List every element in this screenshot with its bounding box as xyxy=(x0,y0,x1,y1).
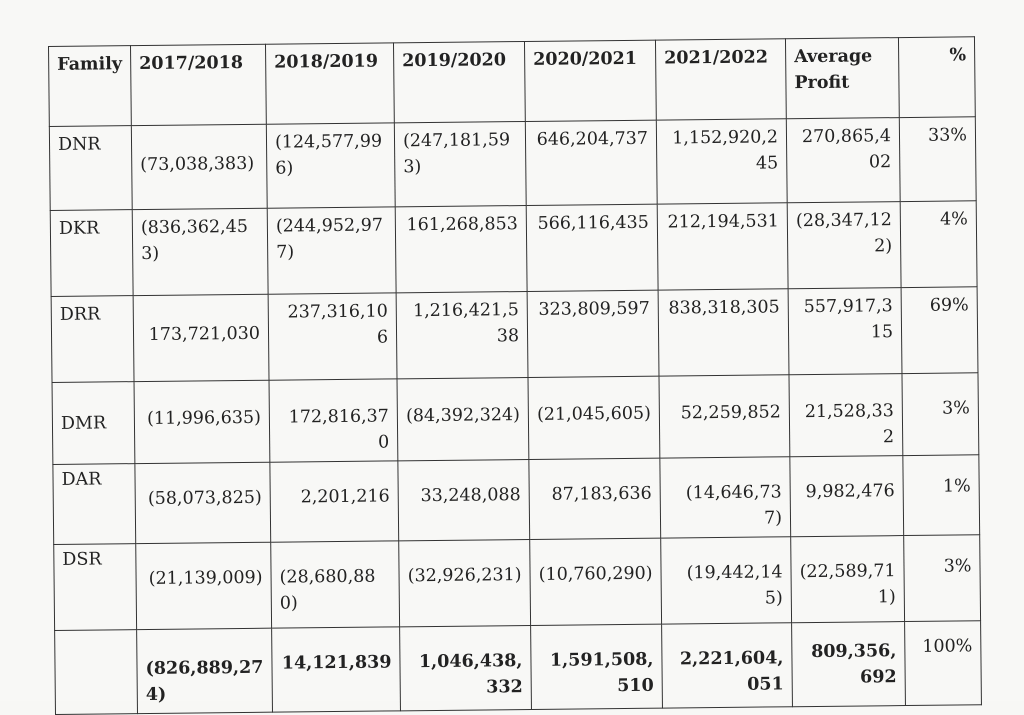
table-row xyxy=(53,455,980,545)
value-cell: (244,952,977) xyxy=(267,207,396,294)
header-percent: % xyxy=(898,37,975,118)
percent-cell: 3% xyxy=(902,373,979,456)
value-cell: 2,201,216 xyxy=(270,461,399,542)
value-cell: (28,680,880) xyxy=(271,541,400,628)
value-cell: 566,116,435 xyxy=(526,204,658,291)
value-cell: (10,760,290) xyxy=(530,538,662,625)
average-profit-cell: 557,917,315 xyxy=(788,288,902,375)
family-cell: DAR xyxy=(53,464,136,545)
value-cell: 87,183,636 xyxy=(529,458,661,539)
table-row xyxy=(54,535,981,631)
value-cell: (32,926,231) xyxy=(399,539,531,626)
percent-cell: 1% xyxy=(903,455,980,536)
value-cell: (11,996,635) xyxy=(134,380,270,463)
total-value-cell: 14,121,839 xyxy=(272,627,401,712)
value-cell: (19,442,145) xyxy=(661,537,792,624)
value-cell: (836,362,453) xyxy=(132,208,268,295)
value-cell: 838,318,305 xyxy=(658,289,789,376)
value-cell: (14,646,737) xyxy=(660,457,791,538)
value-cell: (73,038,383) xyxy=(131,124,267,209)
table-row xyxy=(51,287,978,383)
header-row xyxy=(49,37,976,127)
header-2021-2022: 2021/2022 xyxy=(655,39,786,120)
value-cell: 212,194,531 xyxy=(657,203,788,290)
value-cell: (58,073,825) xyxy=(135,462,271,543)
header-2019-2020: 2019/2020 xyxy=(393,42,525,123)
value-cell: 33,248,088 xyxy=(398,459,530,540)
family-cell: DMR xyxy=(52,382,135,465)
value-cell: 237,316,106 xyxy=(268,293,397,380)
value-cell: (84,392,324) xyxy=(397,377,529,460)
value-cell: (21,045,605) xyxy=(528,376,660,459)
percent-cell: 69% xyxy=(901,287,978,374)
value-cell: 173,721,030 xyxy=(133,294,269,381)
total-family-cell xyxy=(55,630,138,715)
header-average-profit: Average Profit xyxy=(785,38,899,119)
value-cell: 646,204,737 xyxy=(525,120,657,205)
total-row xyxy=(55,621,982,715)
total-value-cell: 2,221,604,051 xyxy=(662,623,793,708)
header-family: Family xyxy=(49,46,132,127)
table-row xyxy=(52,373,979,465)
total-percent-cell: 100% xyxy=(905,621,982,706)
family-cell: DSR xyxy=(54,544,137,631)
total-value-cell: (826,889,274) xyxy=(137,628,273,713)
percent-cell: 33% xyxy=(899,117,976,202)
average-profit-cell: 270,865,402 xyxy=(786,118,900,203)
table-row xyxy=(49,117,976,211)
family-profit-table xyxy=(48,36,982,715)
value-cell: 1,216,421,538 xyxy=(396,291,528,378)
family-cell: DRR xyxy=(51,296,134,383)
total-average-profit-cell: 809,356,692 xyxy=(792,622,906,707)
header-2018-2019: 2018/2019 xyxy=(265,43,394,124)
percent-cell: 4% xyxy=(900,201,977,288)
value-cell: 172,816,370 xyxy=(269,379,398,462)
average-profit-cell: (28,347,122) xyxy=(787,202,901,289)
value-cell: 323,809,597 xyxy=(527,290,659,377)
value-cell: 161,268,853 xyxy=(395,206,527,293)
header-2020-2021: 2020/2021 xyxy=(524,40,656,121)
percent-cell: 3% xyxy=(904,535,981,622)
average-profit-cell: 21,528,332 xyxy=(789,374,903,457)
value-cell: 1,152,920,245 xyxy=(656,119,787,204)
value-cell: 52,259,852 xyxy=(659,375,790,458)
average-profit-cell: (22,589,711) xyxy=(791,536,905,623)
average-profit-cell: 9,982,476 xyxy=(790,456,904,537)
value-cell: (21,139,009) xyxy=(136,542,272,629)
header-2017-2018: 2017/2018 xyxy=(131,44,267,125)
value-cell: (247,181,593) xyxy=(394,122,526,207)
total-value-cell: 1,046,438,332 xyxy=(400,625,532,710)
table-row xyxy=(50,201,977,297)
family-cell: DNR xyxy=(49,126,132,211)
family-cell: DKR xyxy=(50,210,133,297)
value-cell: (124,577,996) xyxy=(266,123,395,208)
total-value-cell: 1,591,508,510 xyxy=(531,624,663,709)
